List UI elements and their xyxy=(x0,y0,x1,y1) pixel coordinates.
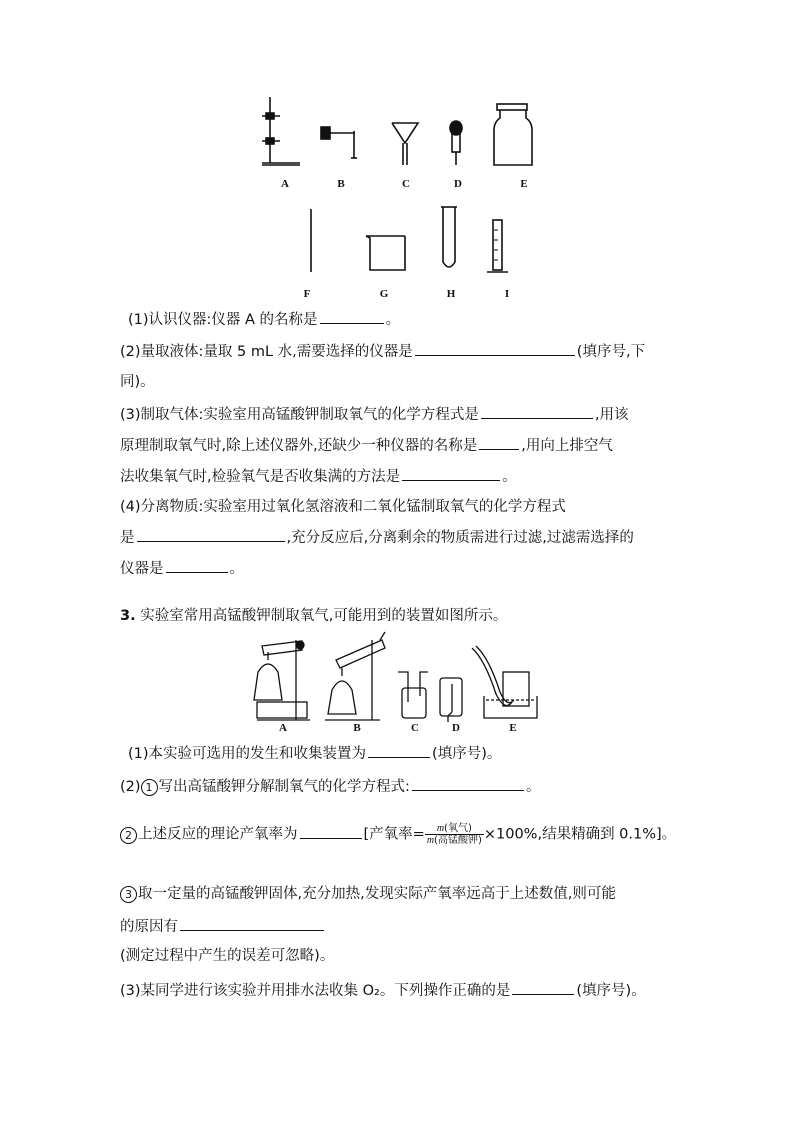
label-e: E xyxy=(520,178,528,190)
q3-part2a: (2) 1 写出高锰酸钾分解制氧气的化学方程式: 。 xyxy=(120,776,540,797)
answer-blank[interactable] xyxy=(412,776,524,791)
q2-part3a: (3)制取气体:实验室用高锰酸钾制取氧气的化学方程式是 ,用该 xyxy=(120,404,629,425)
label-i: I xyxy=(504,288,510,300)
label-c: C xyxy=(402,178,410,190)
q2-part1: (1)认识仪器:仪器 A 的名称是 。 xyxy=(128,309,400,330)
q2-part2b: 同)。 xyxy=(120,374,155,390)
q3-part2e: (测定过程中产生的误差可忽略)。 xyxy=(120,948,335,964)
label-g: G xyxy=(379,288,389,300)
q3-part1: (1)本实验可选用的发生和收集装置为 (填序号)。 xyxy=(128,743,501,764)
apparatus-label-d: D xyxy=(452,722,460,734)
q3-stem: 3. 实验室常用高锰酸钾制取氧气,可能用到的装置如图所示。 xyxy=(120,608,508,624)
apparatus-label-a: A xyxy=(279,722,287,734)
apparatus-label-e: E xyxy=(509,722,517,734)
apparatus-b-icon xyxy=(325,632,385,720)
circled-number-3: 3 xyxy=(120,886,137,903)
apparatus-label-b: B xyxy=(353,722,361,734)
q2-part2a: (2)量取液体:量取 5 mL 水,需要选择的仪器是 (填序号,下 xyxy=(120,341,645,362)
answer-blank[interactable] xyxy=(180,916,324,931)
answer-blank[interactable] xyxy=(368,743,430,758)
q3-part2c: 3 取一定量的高锰酸钾固体,充分加热,发现实际产氧率远高于上述数值,则可能 xyxy=(120,884,616,904)
circled-number-1: 1 xyxy=(141,779,158,796)
q2-part3c: 法收集氧气时,检验氧气是否收集满的方法是 。 xyxy=(120,466,517,487)
apparatus-a-icon xyxy=(254,640,310,720)
apparatus-e-icon xyxy=(472,646,537,718)
q3-part2d: 的原因有 xyxy=(120,916,326,937)
q2-part3b: 原理制取氧气时,除上述仪器外,还缺少一种仪器的名称是 ,用向上排空气 xyxy=(120,435,613,456)
q2-part4b: 是 ,充分反应后,分离剩余的物质需进行过滤,过滤需选择的 xyxy=(120,527,634,548)
label-f: F xyxy=(303,288,311,300)
q2-part4c: 仪器是 。 xyxy=(120,558,244,579)
label-h: H xyxy=(446,288,456,300)
label-a: A xyxy=(281,178,289,190)
oxygen-yield-fraction: $\frac{\text{m(氧气)}}{\text{m(高锰酸钾)}}$ xyxy=(426,823,482,846)
label-b: B xyxy=(337,178,345,190)
q3-part2b: 2 上述反应的理论产氧率为 [产氧率= $\frac{\text{m(氧气)}}{\text{m(高锰酸钾)}}$ ×100%,结果精确到 0.1%]。 xyxy=(120,823,676,846)
answer-blank[interactable] xyxy=(512,980,574,995)
question-number: 3. xyxy=(120,608,136,624)
answer-blank[interactable] xyxy=(300,824,362,839)
q2-part4a: (4)分离物质:实验室用过氧化氢溶液和二氧化锰制取氧气的化学方程式 xyxy=(120,499,566,515)
circled-number-2: 2 xyxy=(120,827,137,844)
apparatus-c-icon xyxy=(398,672,428,718)
apparatus-d-icon xyxy=(440,678,462,722)
label-d: D xyxy=(454,178,462,190)
apparatus-label-c: C xyxy=(411,722,419,734)
q3-part3: (3)某同学进行该实验并用排水法收集 O₂。下列操作正确的是 (填序号)。 xyxy=(120,980,646,1001)
